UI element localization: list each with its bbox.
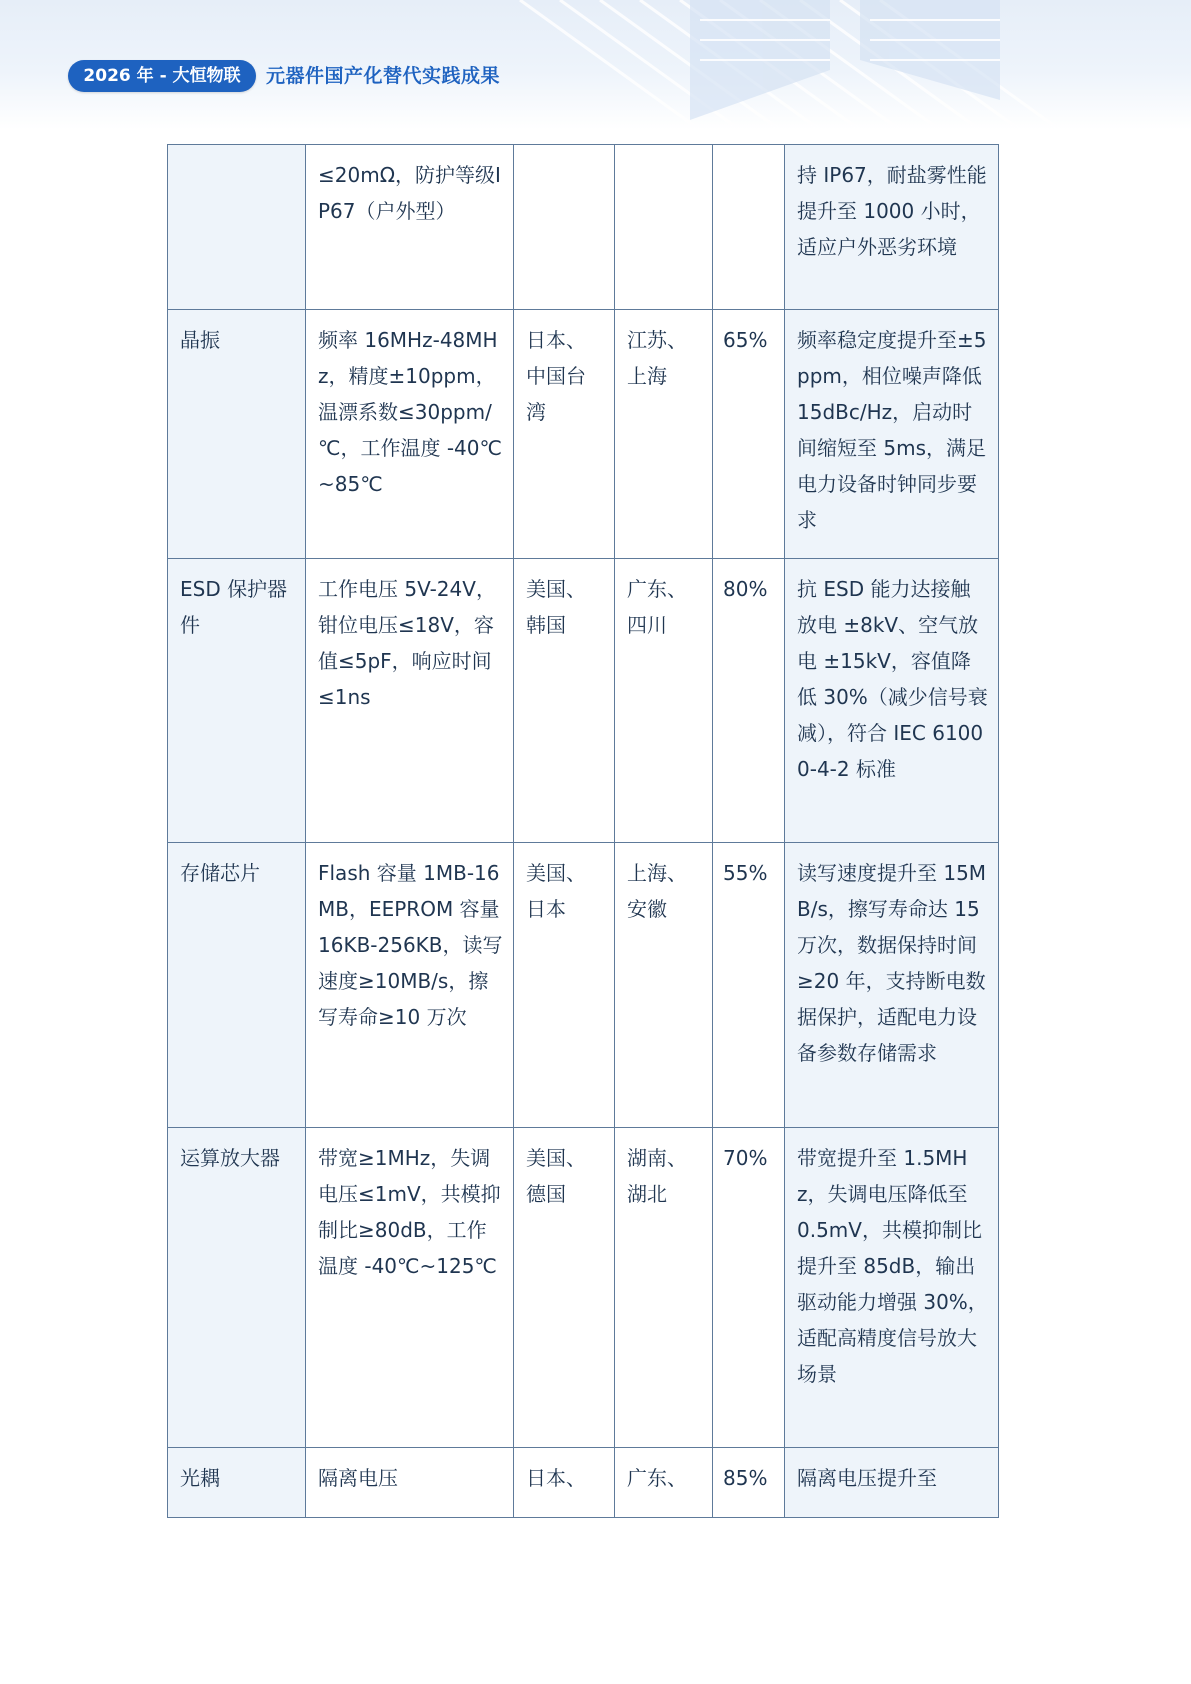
table-row (168, 310, 999, 559)
replacement-rate: 70% (713, 1128, 785, 1448)
origin-countries: 日本、中国台湾 (514, 310, 615, 559)
improvement-result: 隔离电压提升至 (785, 1448, 999, 1518)
component-name: 存储芯片 (168, 843, 306, 1128)
replacement-rate: 85% (713, 1448, 785, 1518)
origin-countries: 美国、德国 (514, 1128, 615, 1448)
replacement-rate (713, 145, 785, 310)
table-row (168, 1128, 999, 1448)
origin-countries: 美国、韩国 (514, 559, 615, 843)
origin-countries: 美国、日本 (514, 843, 615, 1128)
domestic-regions (615, 145, 713, 310)
domestic-regions: 上海、安徽 (615, 843, 713, 1128)
improvement-result: 抗 ESD 能力达接触放电 ±8kV、空气放电 ±15kV，容值降低 30%（减少信号衰减），符合 IEC 61000-4-2 标准 (785, 559, 999, 843)
replacement-rate: 55% (713, 843, 785, 1128)
component-name: 运算放大器 (168, 1128, 306, 1448)
improvement-result: 带宽提升至 1.5MHz，失调电压降低至 0.5mV，共模抑制比提升至 85dB，输出驱动能力增强 30%，适配高精度信号放大场景 (785, 1128, 999, 1448)
improvement-result: 持 IP67，耐盐雾性能提升至 1000 小时，适应户外恶劣环境 (785, 145, 999, 310)
replacement-rate: 65% (713, 310, 785, 559)
component-params: ≤20mΩ，防护等级IP67（户外型） (306, 145, 514, 310)
table-row (168, 843, 999, 1128)
table-row (168, 1448, 999, 1518)
domestic-regions: 广东、 (615, 1448, 713, 1518)
component-params: 隔离电压 (306, 1448, 514, 1518)
component-params: 带宽≥1MHz，失调电压≤1mV，共模抑制比≥80dB，工作温度 -40℃~125℃ (306, 1128, 514, 1448)
component-name (168, 145, 306, 310)
header-title: 元器件国产化替代实践成果 (266, 65, 501, 87)
improvement-result: 频率稳定度提升至±5ppm，相位噪声降低 15dBc/Hz，启动时间缩短至 5ms，满足电力设备时钟同步要求 (785, 310, 999, 559)
improvement-result: 读写速度提升至 15MB/s，擦写寿命达 15 万次，数据保持时间≥20 年，支持断电数据保护，适配电力设备参数存储需求 (785, 843, 999, 1128)
component-table (167, 144, 999, 1518)
component-params: 频率 16MHz-48MHz，精度±10ppm，温漂系数≤30ppm/℃，工作温度 -40℃~85℃ (306, 310, 514, 559)
component-name: 光耦 (168, 1448, 306, 1518)
component-name: 晶振 (168, 310, 306, 559)
replacement-rate: 80% (713, 559, 785, 843)
header-badge: 2026 年 - 大恒物联 (68, 60, 256, 92)
domestic-regions: 湖南、湖北 (615, 1128, 713, 1448)
component-params: Flash 容量 1MB-16MB，EEPROM 容量 16KB-256KB，读写速度≥10MB/s，擦写寿命≥10 万次 (306, 843, 514, 1128)
table-row (168, 145, 999, 310)
origin-countries: 日本、 (514, 1448, 615, 1518)
origin-countries (514, 145, 615, 310)
component-name: ESD 保护器件 (168, 559, 306, 843)
component-params: 工作电压 5V-24V，钳位电压≤18V，容值≤5pF，响应时间≤1ns (306, 559, 514, 843)
table-row (168, 559, 999, 843)
domestic-regions: 广东、四川 (615, 559, 713, 843)
domestic-regions: 江苏、上海 (615, 310, 713, 559)
